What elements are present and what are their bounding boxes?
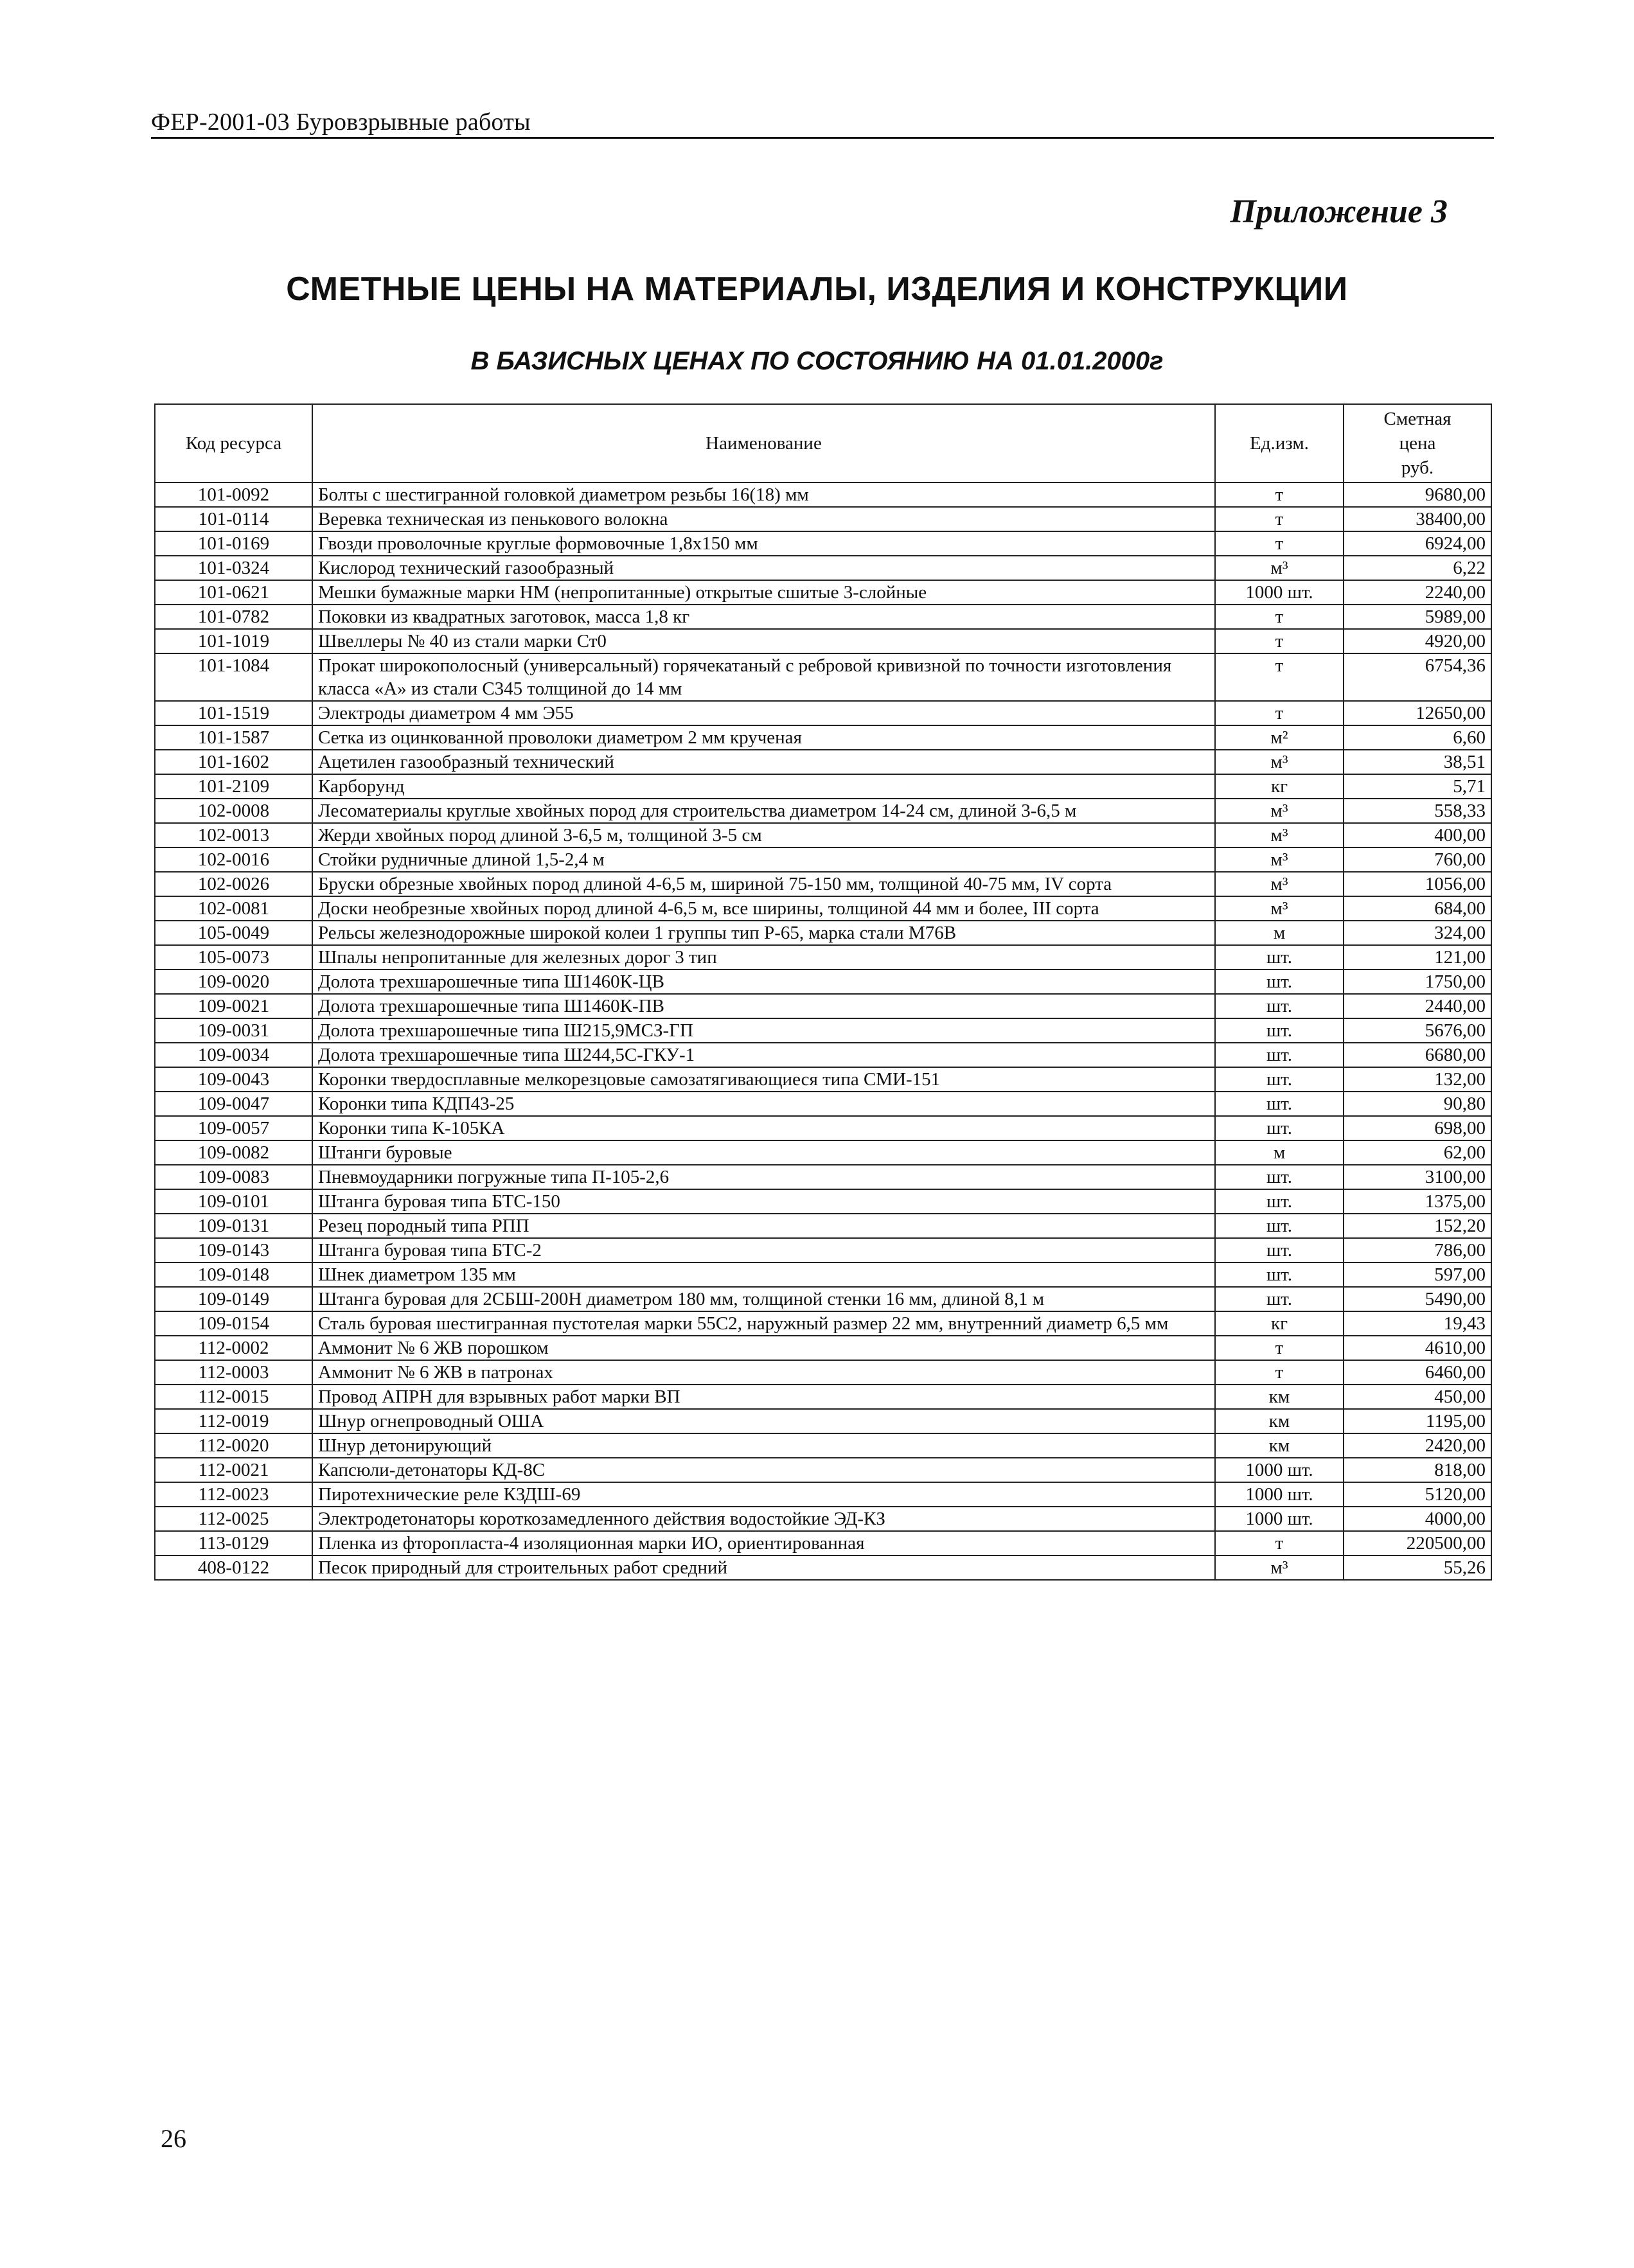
table-row [155,750,1491,774]
code-cell: 109-0031 [155,1018,312,1043]
price-cell: 786,00 [1344,1238,1491,1262]
name-cell: Кислород технический газообразный [312,556,1215,580]
price-cell: 220500,00 [1344,1531,1491,1555]
name-cell: Шнек диаметром 135 мм [312,1262,1215,1287]
appendix-label: Приложение 3 [1230,193,1448,230]
code-cell: 109-0149 [155,1287,312,1311]
code-cell: 112-0021 [155,1458,312,1482]
name-cell: Аммонит № 6 ЖВ в патронах [312,1360,1215,1385]
price-cell: 760,00 [1344,847,1491,872]
code-cell: 101-1587 [155,725,312,750]
code-cell: 112-0015 [155,1385,312,1409]
table-row [155,1360,1491,1385]
table-row [155,1482,1491,1507]
unit-cell: м³ [1215,799,1344,823]
code-cell: 109-0021 [155,994,312,1018]
unit-cell: шт. [1215,1116,1344,1140]
unit-cell: т [1215,483,1344,507]
table-row [155,1507,1491,1531]
code-cell: 112-0025 [155,1507,312,1531]
table-row [155,1092,1491,1116]
table-row [155,1531,1491,1555]
table-row [155,1067,1491,1092]
unit-cell: т [1215,1531,1344,1555]
name-cell: Пневмоударники погружные типа П-105-2,6 [312,1165,1215,1189]
name-cell: Шнур огнепроводный ОША [312,1409,1215,1433]
running-header: ФЕР-2001-03 Буровзрывные работы [151,109,531,136]
unit-cell: 1000 шт. [1215,1482,1344,1507]
name-cell: Гвозди проволочные круглые формовочные 1,8х150 мм [312,531,1215,556]
name-cell: Коронки твердосплавные мелкорезцовые самозатягивающиеся типа СМИ-151 [312,1067,1215,1092]
unit-cell: 1000 шт. [1215,580,1344,605]
unit-cell: шт. [1215,1262,1344,1287]
price-header-line1: Сметная [1383,409,1452,429]
code-cell: 102-0016 [155,847,312,872]
unit-cell: шт. [1215,945,1344,970]
code-cell: 109-0143 [155,1238,312,1262]
unit-cell: кг [1215,774,1344,799]
name-cell: Штанга буровая типа БТС-2 [312,1238,1215,1262]
unit-cell: м³ [1215,1555,1344,1580]
unit-cell: м³ [1215,750,1344,774]
unit-cell: м³ [1215,847,1344,872]
table-row [155,896,1491,921]
code-cell: 101-2109 [155,774,312,799]
price-cell: 6924,00 [1344,531,1491,556]
unit-cell: 1000 шт. [1215,1507,1344,1531]
price-cell: 19,43 [1344,1311,1491,1336]
name-cell: Стойки рудничные длиной 1,5-2,4 м [312,847,1215,872]
unit-cell: т [1215,531,1344,556]
name-cell: Долота трехшарошечные типа Ш1460К-ПВ [312,994,1215,1018]
unit-cell: м³ [1215,872,1344,896]
unit-cell: м³ [1215,823,1344,847]
unit-cell: м³ [1215,896,1344,921]
page-subtitle: В БАЗИСНЫХ ЦЕНАХ ПО СОСТОЯНИЮ НА 01.01.2000г [470,347,1164,375]
table-row [155,1214,1491,1238]
name-cell: Прокат широкополосный (универсальный) горячекатаный с ребровой кривизной по точности изготовления класса «А» из стали С345 толщиной до 14 мм [312,653,1215,701]
price-cell: 55,26 [1344,1555,1491,1580]
price-cell: 2240,00 [1344,580,1491,605]
price-cell: 12650,00 [1344,701,1491,725]
code-cell: 109-0083 [155,1165,312,1189]
price-cell: 6754,36 [1344,653,1491,701]
code-cell: 109-0131 [155,1214,312,1238]
code-cell: 105-0049 [155,921,312,945]
table-row [155,556,1491,580]
name-cell: Штанга буровая типа БТС-150 [312,1189,1215,1214]
code-cell: 101-0782 [155,605,312,629]
code-cell: 112-0002 [155,1336,312,1360]
unit-cell: т [1215,507,1344,531]
unit-cell: шт. [1215,970,1344,994]
name-cell: Коронки типа КДП43-25 [312,1092,1215,1116]
table-row [155,1458,1491,1482]
price-cell: 684,00 [1344,896,1491,921]
table-row [155,580,1491,605]
unit-cell: т [1215,605,1344,629]
name-cell: Коронки типа К-105КА [312,1116,1215,1140]
name-cell: Веревка техническая из пенькового волокна [312,507,1215,531]
table-row [155,507,1491,531]
table-row [155,945,1491,970]
table-row [155,994,1491,1018]
table-row [155,1140,1491,1165]
price-cell: 38400,00 [1344,507,1491,531]
table-row [155,483,1491,507]
price-cell: 1056,00 [1344,872,1491,896]
price-cell: 5120,00 [1344,1482,1491,1507]
price-cell: 1375,00 [1344,1189,1491,1214]
code-cell: 109-0043 [155,1067,312,1092]
page-title: СМЕТНЫЕ ЦЕНЫ НА МАТЕРИАЛЫ, ИЗДЕЛИЯ И КОНСТРУКЦИИ [286,270,1348,308]
price-cell: 6,60 [1344,725,1491,750]
name-cell: Сталь буровая шестигранная пустотелая марки 55С2, наружный размер 22 мм, внутренний диаметр 6,5 мм [312,1311,1215,1336]
code-cell: 101-0092 [155,483,312,507]
unit-cell: км [1215,1385,1344,1409]
unit-cell: т [1215,1336,1344,1360]
name-cell: Ацетилен газообразный технический [312,750,1215,774]
code-cell: 109-0034 [155,1043,312,1067]
unit-cell: км [1215,1409,1344,1433]
code-cell: 113-0129 [155,1531,312,1555]
name-cell: Жерди хвойных пород длиной 3-6,5 м, толщиной 3-5 см [312,823,1215,847]
price-cell: 4000,00 [1344,1507,1491,1531]
code-cell: 101-0621 [155,580,312,605]
table-row [155,1555,1491,1580]
name-cell: Долота трехшарошечные типа Ш215,9МСЗ-ГП [312,1018,1215,1043]
unit-cell: шт. [1215,1043,1344,1067]
name-cell: Карборунд [312,774,1215,799]
unit-cell: кг [1215,1311,1344,1336]
name-cell: Долота трехшарошечные типа Ш244,5С-ГКУ-1 [312,1043,1215,1067]
table-row [155,847,1491,872]
name-cell: Шпалы непропитанные для железных дорог 3 тип [312,945,1215,970]
price-cell: 90,80 [1344,1092,1491,1116]
unit-cell: 1000 шт. [1215,1458,1344,1482]
price-cell: 1195,00 [1344,1409,1491,1433]
code-cell: 101-1084 [155,653,312,701]
code-cell: 105-0073 [155,945,312,970]
table-body [155,483,1491,1580]
header-rule [151,137,1494,139]
column-header-code: Код ресурса [155,404,312,483]
table-row [155,970,1491,994]
code-cell: 102-0008 [155,799,312,823]
price-cell: 5,71 [1344,774,1491,799]
price-cell: 6,22 [1344,556,1491,580]
table-row [155,531,1491,556]
code-cell: 101-1602 [155,750,312,774]
name-cell: Швеллеры № 40 из стали марки Ст0 [312,629,1215,653]
table-row [155,799,1491,823]
name-cell: Долота трехшарошечные типа Ш1460К-ЦВ [312,970,1215,994]
name-cell: Поковки из квадратных заготовок, масса 1,8 кг [312,605,1215,629]
column-header-price [1344,404,1491,483]
unit-cell: м [1215,921,1344,945]
table-row [155,1336,1491,1360]
name-cell: Электродетонаторы короткозамедленного действия водостойкие ЭД-КЗ [312,1507,1215,1531]
name-cell: Бруски обрезные хвойных пород длиной 4-6,5 м, шириной 75-150 мм, толщиной 40-75 мм, IV сорта [312,872,1215,896]
price-cell: 597,00 [1344,1262,1491,1287]
price-cell: 6460,00 [1344,1360,1491,1385]
name-cell: Провод АПРН для взрывных работ марки ВП [312,1385,1215,1409]
table-row [155,1043,1491,1067]
column-header-name: Наименование [312,404,1215,483]
code-cell: 101-1519 [155,701,312,725]
price-cell: 2420,00 [1344,1433,1491,1458]
table-row [155,872,1491,896]
unit-cell: шт. [1215,1287,1344,1311]
name-cell: Электроды диаметром 4 мм Э55 [312,701,1215,725]
table-row [155,1311,1491,1336]
table-row [155,1287,1491,1311]
table-row [155,629,1491,653]
name-cell: Штанги буровые [312,1140,1215,1165]
unit-cell: шт. [1215,1018,1344,1043]
name-cell: Пленка из фторопласта-4 изоляционная марки ИО, ориентированная [312,1531,1215,1555]
name-cell: Шнур детонирующий [312,1433,1215,1458]
name-cell: Лесоматериалы круглые хвойных пород для строительства диаметром 14-24 см, длиной 3-6,5 м [312,799,1215,823]
price-cell: 5676,00 [1344,1018,1491,1043]
table-row [155,823,1491,847]
price-cell: 5490,00 [1344,1287,1491,1311]
table-header-row [155,404,1491,483]
table-row [155,1165,1491,1189]
code-cell: 112-0020 [155,1433,312,1458]
price-cell: 6680,00 [1344,1043,1491,1067]
unit-cell: м³ [1215,556,1344,580]
name-cell: Мешки бумажные марки НМ (непропитанные) открытые сшитые 3-слойные [312,580,1215,605]
name-cell: Пиротехнические реле КЗДШ-69 [312,1482,1215,1507]
prices-table [154,403,1492,1581]
price-cell: 62,00 [1344,1140,1491,1165]
unit-cell: т [1215,1360,1344,1385]
code-cell: 109-0057 [155,1116,312,1140]
table-row [155,1116,1491,1140]
table-row [155,1018,1491,1043]
unit-cell: шт. [1215,1165,1344,1189]
name-cell: Штанга буровая для 2СБШ-200Н диаметром 180 мм, толщиной стенки 16 мм, длиной 8,1 м [312,1287,1215,1311]
table-row [155,1189,1491,1214]
code-cell: 109-0101 [155,1189,312,1214]
table-row [155,1433,1491,1458]
name-cell: Болты с шестигранной головкой диаметром резьбы 16(18) мм [312,483,1215,507]
code-cell: 109-0020 [155,970,312,994]
name-cell: Рельсы железнодорожные широкой колеи 1 группы тип Р-65, марка стали М76В [312,921,1215,945]
table-row [155,774,1491,799]
table-row [155,653,1491,701]
price-cell: 5989,00 [1344,605,1491,629]
price-cell: 2440,00 [1344,994,1491,1018]
code-cell: 109-0154 [155,1311,312,1336]
price-cell: 3100,00 [1344,1165,1491,1189]
unit-cell: т [1215,653,1344,701]
unit-cell: м [1215,1140,1344,1165]
price-cell: 38,51 [1344,750,1491,774]
table-row [155,921,1491,945]
table-row [155,1238,1491,1262]
table-row [155,701,1491,725]
price-cell: 1750,00 [1344,970,1491,994]
unit-cell: км [1215,1433,1344,1458]
price-cell: 818,00 [1344,1458,1491,1482]
column-header-unit: Ед.изм. [1215,404,1344,483]
price-cell: 9680,00 [1344,483,1491,507]
code-cell: 102-0026 [155,872,312,896]
name-cell: Сетка из оцинкованной проволоки диаметром 2 мм крученая [312,725,1215,750]
price-cell: 132,00 [1344,1067,1491,1092]
unit-cell: шт. [1215,1189,1344,1214]
code-cell: 109-0047 [155,1092,312,1116]
price-cell: 400,00 [1344,823,1491,847]
table-row [155,1262,1491,1287]
price-cell: 558,33 [1344,799,1491,823]
table-row [155,605,1491,629]
table-row [155,1409,1491,1433]
code-cell: 109-0082 [155,1140,312,1165]
unit-cell: т [1215,701,1344,725]
price-header-line2: цена [1399,433,1436,454]
name-cell: Песок природный для строительных работ средний [312,1555,1215,1580]
name-cell: Доски необрезные хвойных пород длиной 4-6,5 м, все ширины, толщиной 44 мм и более, III сорта [312,896,1215,921]
code-cell: 112-0003 [155,1360,312,1385]
price-cell: 121,00 [1344,945,1491,970]
table-row [155,725,1491,750]
price-header-line3: руб. [1401,457,1434,478]
code-cell: 112-0023 [155,1482,312,1507]
unit-cell: шт. [1215,1092,1344,1116]
code-cell: 102-0013 [155,823,312,847]
price-cell: 450,00 [1344,1385,1491,1409]
price-cell: 698,00 [1344,1116,1491,1140]
unit-cell: шт. [1215,1067,1344,1092]
table-row [155,1385,1491,1409]
unit-cell: шт. [1215,994,1344,1018]
code-cell: 109-0148 [155,1262,312,1287]
page-number: 26 [161,2124,186,2153]
code-cell: 101-0324 [155,556,312,580]
name-cell: Аммонит № 6 ЖВ порошком [312,1336,1215,1360]
price-cell: 4920,00 [1344,629,1491,653]
code-cell: 408-0122 [155,1555,312,1580]
price-cell: 324,00 [1344,921,1491,945]
code-cell: 101-0114 [155,507,312,531]
unit-cell: шт. [1215,1214,1344,1238]
code-cell: 101-1019 [155,629,312,653]
price-cell: 4610,00 [1344,1336,1491,1360]
price-cell: 152,20 [1344,1214,1491,1238]
unit-cell: м² [1215,725,1344,750]
code-cell: 112-0019 [155,1409,312,1433]
name-cell: Капсюли-детонаторы КД-8С [312,1458,1215,1482]
unit-cell: т [1215,629,1344,653]
name-cell: Резец породный типа РПП [312,1214,1215,1238]
code-cell: 102-0081 [155,896,312,921]
code-cell: 101-0169 [155,531,312,556]
unit-cell: шт. [1215,1238,1344,1262]
